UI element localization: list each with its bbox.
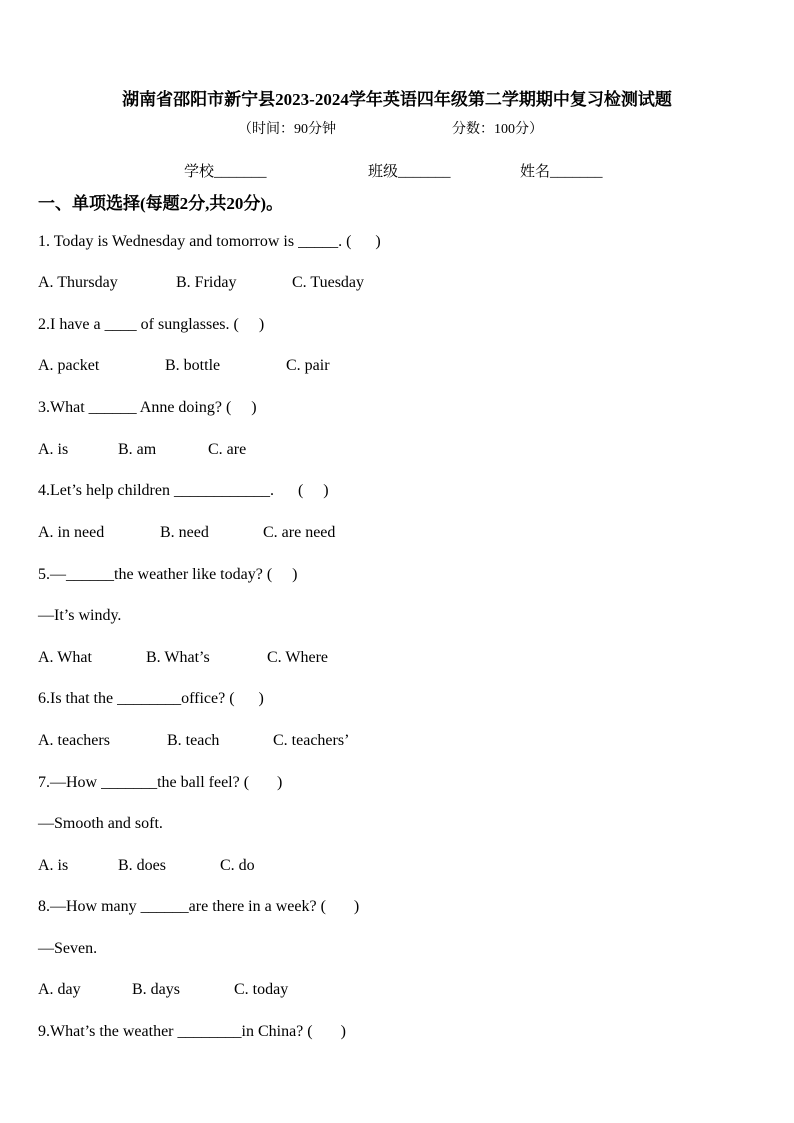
question-7-option-b: B. does: [118, 857, 166, 874]
question-1-option-b: B. Friday: [176, 274, 237, 291]
question-6-option-a: A. teachers: [38, 732, 110, 749]
question-8-option-b: B. days: [132, 981, 180, 998]
question-4-option-a: A. in need: [38, 524, 105, 541]
question-5-option-a: A. What: [38, 649, 92, 666]
class-field: 班级_______: [368, 164, 451, 180]
question-5-answer: —It’s windy.: [38, 607, 122, 624]
section-heading: 一、单项选择(每题2分,共20分)。: [38, 194, 284, 213]
question-7-stem: 7.—How _______the ball feel? ( ): [38, 774, 283, 791]
question-6-stem: 6.Is that the ________office? ( ): [38, 690, 264, 707]
exam-time: （时间：90分钟: [238, 122, 336, 137]
question-9-stem: 9.What’s the weather ________in China? ( ): [38, 1023, 346, 1040]
question-5-option-c: C. Where: [267, 649, 329, 666]
school-field: 学校_______: [184, 164, 267, 180]
name-field: 姓名_______: [520, 164, 603, 180]
question-3-stem: 3.What ______ Anne doing? ( ): [38, 399, 257, 416]
question-4-stem: 4.Let’s help children ____________. ( ): [38, 482, 329, 499]
exam-score: 分数：100分）: [452, 122, 543, 137]
question-8-stem: 8.—How many ______are there in a week? ( ): [38, 898, 360, 915]
question-5-stem: 5.—______the weather like today? ( ): [38, 566, 298, 583]
question-1-option-a: A. Thursday: [38, 274, 118, 291]
question-2-option-b: B. bottle: [165, 357, 221, 374]
question-7-option-c: C. do: [220, 857, 255, 874]
exam-title: 湖南省邵阳市新宁县2023-2024学年英语四年级第二学期期中复习检测试题: [122, 90, 672, 109]
question-4-option-b: B. need: [160, 524, 209, 541]
question-6-option-c: C. teachers’: [273, 732, 350, 749]
question-4-option-c: C. are need: [263, 524, 336, 541]
question-3-option-c: C. are: [208, 441, 247, 458]
question-3-option-b: B. am: [118, 441, 157, 458]
question-1-option-c: C. Tuesday: [292, 274, 365, 291]
question-8-option-c: C. today: [234, 981, 289, 998]
question-5-option-b: B. What’s: [146, 649, 210, 666]
question-7-option-a: A. is: [38, 857, 69, 874]
question-2-option-c: C. pair: [286, 357, 330, 374]
question-7-answer: —Smooth and soft.: [38, 815, 163, 832]
question-6-option-b: B. teach: [167, 732, 220, 749]
question-8-option-a: A. day: [38, 981, 81, 998]
question-3-option-a: A. is: [38, 441, 69, 458]
question-2-option-a: A. packet: [38, 357, 100, 374]
question-2-stem: 2.I have a ____ of sunglasses. ( ): [38, 316, 265, 333]
question-1-stem: 1. Today is Wednesday and tomorrow is _____. ( ): [38, 233, 381, 250]
question-8-answer: —Seven.: [38, 940, 98, 957]
